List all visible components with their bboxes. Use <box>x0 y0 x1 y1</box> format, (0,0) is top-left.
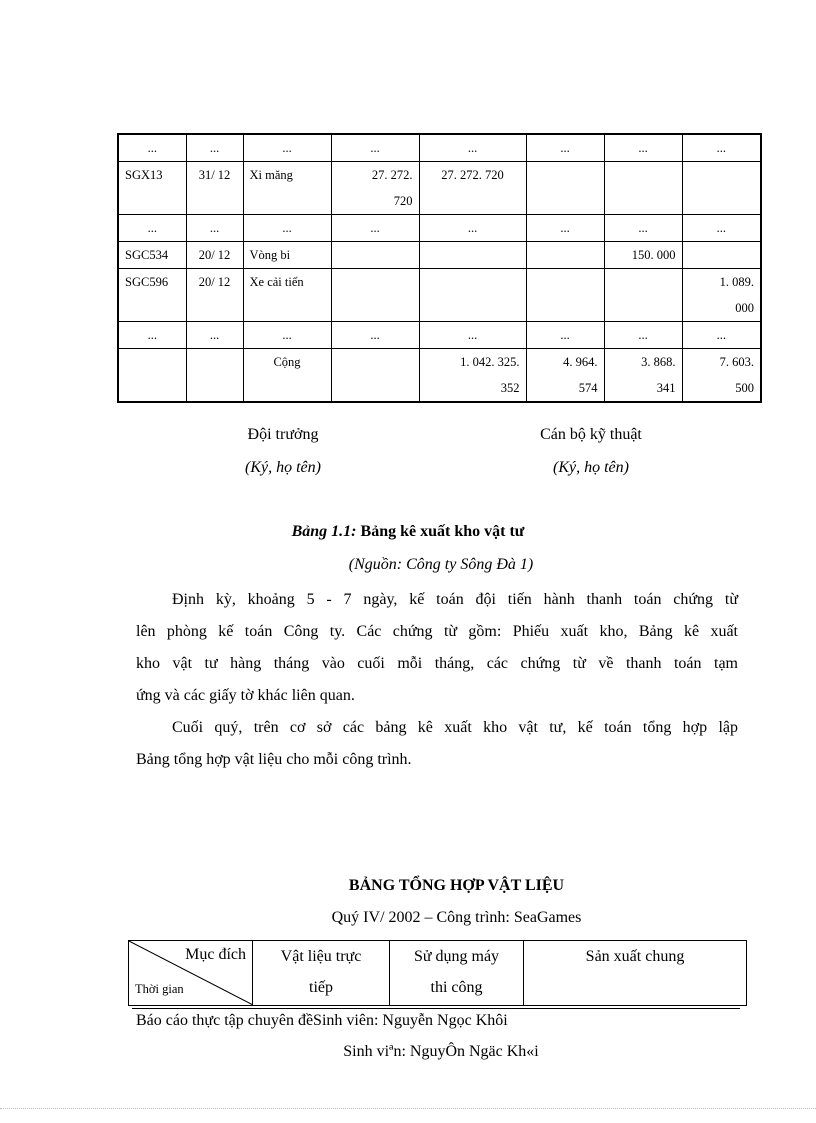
table-cell <box>682 162 761 215</box>
table-cell: 27. 272. 720 <box>331 162 419 215</box>
table-cell <box>118 349 186 403</box>
summary-subtitle: Quý IV/ 2002 – Công trình: SeaGames <box>331 909 582 926</box>
signature-left-sub: (Ký, họ tên) <box>245 459 321 476</box>
table-cell <box>526 269 604 322</box>
table-cell: ... <box>243 215 331 242</box>
table-cell: 4. 964. 574 <box>526 349 604 403</box>
table-cell <box>604 269 682 322</box>
table-cell <box>331 242 419 269</box>
table-cell: ... <box>604 322 682 349</box>
table-cell <box>419 269 526 322</box>
footer-line-1: Báo cáo thực tập chuyên đềSinh viên: Nguyễn Ngọc Khôi <box>136 1012 508 1029</box>
table-cell: ... <box>243 322 331 349</box>
header-diagonal-cell <box>129 941 253 1006</box>
table-cell: Xe cải tiến <box>243 269 331 322</box>
footer-line-2: Sinh viªn: NguyÔn Ngäc Kh«i <box>343 1043 539 1060</box>
paragraph-1 <box>136 584 738 712</box>
table-cell: 27. 272. 720 <box>419 162 526 215</box>
table-cell: 1. 089. 000 <box>682 269 761 322</box>
table-caption <box>0 523 816 541</box>
header-text: Vật liệu trực <box>280 948 362 965</box>
ledger-table <box>117 133 762 403</box>
table-cell <box>604 162 682 215</box>
signature-right-title: Cán bộ kỹ thuật <box>540 426 642 443</box>
table-cell: ... <box>419 215 526 242</box>
paragraph-line: Bảng tổng hợp vật liệu cho mỗi công trình. <box>136 751 412 768</box>
table-cell: ... <box>331 322 419 349</box>
summary-title: BẢNG TỔNG HỢP VẬT LIỆU <box>348 877 565 894</box>
table-cell: 150. 000 <box>604 242 682 269</box>
table-cell: 1. 042. 325. 352 <box>419 349 526 403</box>
table-cell: ... <box>118 215 186 242</box>
table-cell: ... <box>682 134 761 162</box>
table-row <box>118 162 761 215</box>
table-cell: ... <box>118 322 186 349</box>
table-cell: 3. 868. 341 <box>604 349 682 403</box>
paragraph-line: kho vật tư hàng tháng vào cuối mỗi tháng, các chứng từ về thanh toán tạm <box>136 655 738 672</box>
header-purpose: Mục đích <box>185 946 246 963</box>
table-cell: Xi măng <box>243 162 331 215</box>
table-cell: ... <box>604 215 682 242</box>
signature-left-title: Đội trưởng <box>247 426 319 443</box>
caption-source: (Nguồn: Công ty Sông Đà 1) <box>348 556 534 573</box>
table-cell: ... <box>118 134 186 162</box>
paragraph-line: Cuối quý, trên cơ sở các bảng kê xuất kho vật tư, kế toán tổng hợp lập <box>172 719 738 736</box>
caption-label: Bảng 1.1: <box>291 523 357 540</box>
table-cell: ... <box>331 215 419 242</box>
table-cell <box>331 349 419 403</box>
table-cell: ... <box>186 134 243 162</box>
table-cell: ... <box>419 322 526 349</box>
table-cell: Vòng bi <box>243 242 331 269</box>
table-cell <box>331 269 419 322</box>
header-time: Thời gian <box>135 982 184 996</box>
table-row <box>118 349 761 403</box>
table-cell <box>526 242 604 269</box>
table-cell: ... <box>526 134 604 162</box>
table-cell: ... <box>186 215 243 242</box>
table-cell: SGC596 <box>118 269 186 322</box>
caption-text: Bảng kê xuất kho vật tư <box>360 523 525 540</box>
signature-right-sub: (Ký, họ tên) <box>553 459 629 476</box>
header-text: tiếp <box>309 979 333 996</box>
table-cell: 31/ 12 <box>186 162 243 215</box>
table-cell: ... <box>604 134 682 162</box>
summary-table <box>128 940 747 1006</box>
table-cell: ... <box>526 215 604 242</box>
table-cell: ... <box>186 322 243 349</box>
table-cell: 7. 603. 500 <box>682 349 761 403</box>
table-row <box>118 242 761 269</box>
page-bottom-border <box>0 1108 816 1109</box>
table-cell: SGC534 <box>118 242 186 269</box>
table-cell: 20/ 12 <box>186 242 243 269</box>
table-row <box>118 134 761 162</box>
table-cell <box>682 242 761 269</box>
table-cell: ... <box>526 322 604 349</box>
table-cell <box>526 162 604 215</box>
table-row <box>118 269 761 322</box>
paragraph-line: Định kỳ, khoảng 5 - 7 ngày, kế toán đội tiến hành thanh toán chứng từ <box>172 591 738 608</box>
table-cell: ... <box>243 134 331 162</box>
table-cell: SGX13 <box>118 162 186 215</box>
table-row <box>118 322 761 349</box>
table-cell: ... <box>682 322 761 349</box>
paragraph-line: lên phòng kế toán Công ty. Các chứng từ gồm: Phiếu xuất kho, Bảng kê xuất <box>136 623 738 640</box>
header-direct-materials <box>253 941 390 1006</box>
header-text: thi công <box>430 979 483 996</box>
header-machine-use <box>390 941 524 1006</box>
table-cell: ... <box>419 134 526 162</box>
table-cell: ... <box>682 215 761 242</box>
table-cell <box>419 242 526 269</box>
header-general-production: Sản xuất chung <box>524 941 747 1006</box>
footer-rule <box>132 1008 740 1009</box>
table-cell: Cộng <box>243 349 331 403</box>
paragraph-2 <box>136 712 738 776</box>
paragraph-line: ứng và các giấy tờ khác liên quan. <box>136 687 355 704</box>
table-cell <box>186 349 243 403</box>
table-cell: 20/ 12 <box>186 269 243 322</box>
table-row <box>118 215 761 242</box>
table-cell: ... <box>331 134 419 162</box>
header-text: Sử dụng máy <box>413 948 500 965</box>
